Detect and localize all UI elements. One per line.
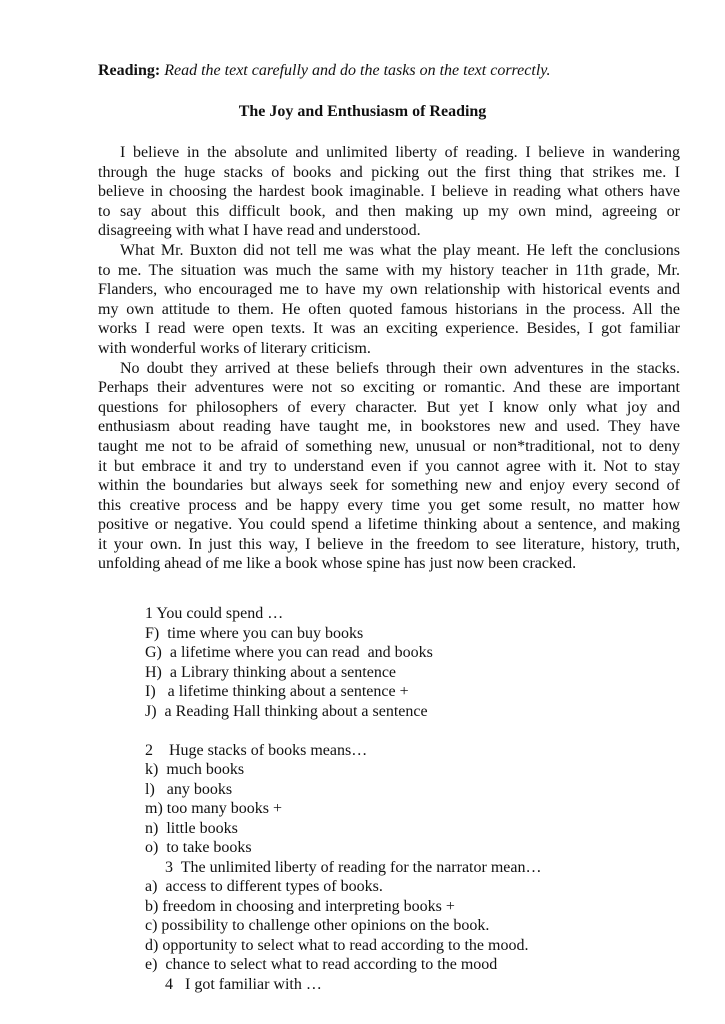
answer-option: H) a Library thinking about a sentence xyxy=(145,663,397,681)
answer-option: o) to take books xyxy=(145,839,252,856)
text-line: positive or negative. You could spend a lifetime thinking about a sentence, and making xyxy=(98,516,680,534)
text-line: this creative process and be happy every time you get some result, no matter how xyxy=(98,496,680,514)
text-line: to me. The situation was much the same with my history teacher in 11th grade, Mr. xyxy=(98,261,680,279)
text-line: believe in choosing the hardest book imaginable. I believe in reading what others have xyxy=(98,183,680,201)
text-line: it your own. In just this way, I believe in the freedom to see literature, history, truth, xyxy=(98,535,680,553)
paragraph xyxy=(98,241,680,359)
answer-option: F) time where you can buy books xyxy=(145,624,364,642)
instruction-text: Read the text carefully and do the tasks on the text correctly. xyxy=(164,62,551,79)
answer-option: c) possibility to challenge other opinions on the book. xyxy=(145,917,490,934)
questions xyxy=(145,604,541,994)
answer-option: J) a Reading Hall thinking about a sentence xyxy=(145,702,428,720)
text-line: No doubt they arrived at these beliefs through their own adventures in the stacks. xyxy=(120,359,680,377)
question-prompt: 3 The unlimited liberty of reading for the narrator mean… xyxy=(165,858,542,876)
text-line: What Mr. Buxton did not tell me was what the play meant. He left the conclusions xyxy=(120,241,680,259)
answer-option: n) little books xyxy=(145,819,238,837)
paragraph xyxy=(98,359,680,575)
instruction xyxy=(98,62,550,80)
text-line: it but embrace it and try to understand even if you cannot agree with it. Not to stay xyxy=(98,457,680,475)
text-line: works I read were open texts. It was an exciting experience. Besides, I got familiar xyxy=(98,320,680,338)
page-title: The Joy and Enthusiasm of Reading xyxy=(238,103,487,120)
question-prompt: 4 I got familiar with … xyxy=(165,975,322,993)
text-line: disagreeing with what I have read and understood. xyxy=(98,222,421,240)
answer-option: e) chance to select what to read according to the mood xyxy=(145,956,498,973)
answer-option: m) too many books + xyxy=(145,800,283,817)
answer-option: I) a lifetime thinking about a sentence + xyxy=(145,683,409,700)
question-prompt: 2 Huge stacks of books means… xyxy=(145,741,368,759)
instruction-label: Reading: xyxy=(98,62,161,79)
answer-option: G) a lifetime where you can read and books xyxy=(145,644,433,661)
text-line: enthusiasm about reading have taught me, in bookstores new and used. They have xyxy=(98,418,680,436)
text-line: taught me not to be afraid of something new, unusual or non*traditional, not to deny xyxy=(98,437,680,455)
text-line: through the huge stacks of books and picking out the first thing that strikes me. I xyxy=(98,163,680,181)
text-line: questions for philosophers of every character. But yet I know only what joy and xyxy=(98,398,680,416)
text-line: Flanders, who encouraged me to have my own relationship with historical events and xyxy=(98,281,680,299)
answer-option: b) freedom in choosing and interpreting books + xyxy=(145,897,455,915)
answer-option: k) much books xyxy=(145,761,245,778)
answer-option: d) opportunity to select what to read according to the mood. xyxy=(145,936,529,954)
text-line: to say about this difficult book, and then making up my own mind, agreeing or xyxy=(98,202,680,220)
text-line: unfolding ahead of me like a book whose spine has just now been cracked. xyxy=(98,555,577,573)
reading-text xyxy=(98,143,680,574)
answer-option: a) access to different types of books. xyxy=(145,878,383,895)
question-prompt: 1 You could spend … xyxy=(145,605,284,622)
answer-option: l) any books xyxy=(145,780,233,798)
text-line: my own attitude to them. He often quoted famous historians in the process. All the xyxy=(98,300,680,318)
text-line: I believe in the absolute and unlimited liberty of reading. I believe in wandering xyxy=(120,144,680,161)
text-line: within the boundaries but always seek for something new and enjoy every second of xyxy=(98,477,680,495)
paragraph xyxy=(98,143,680,241)
text-line: Perhaps their adventures were not so exciting or romantic. And these are important xyxy=(98,379,680,397)
text-line: with wonderful works of literary criticism. xyxy=(98,339,371,357)
